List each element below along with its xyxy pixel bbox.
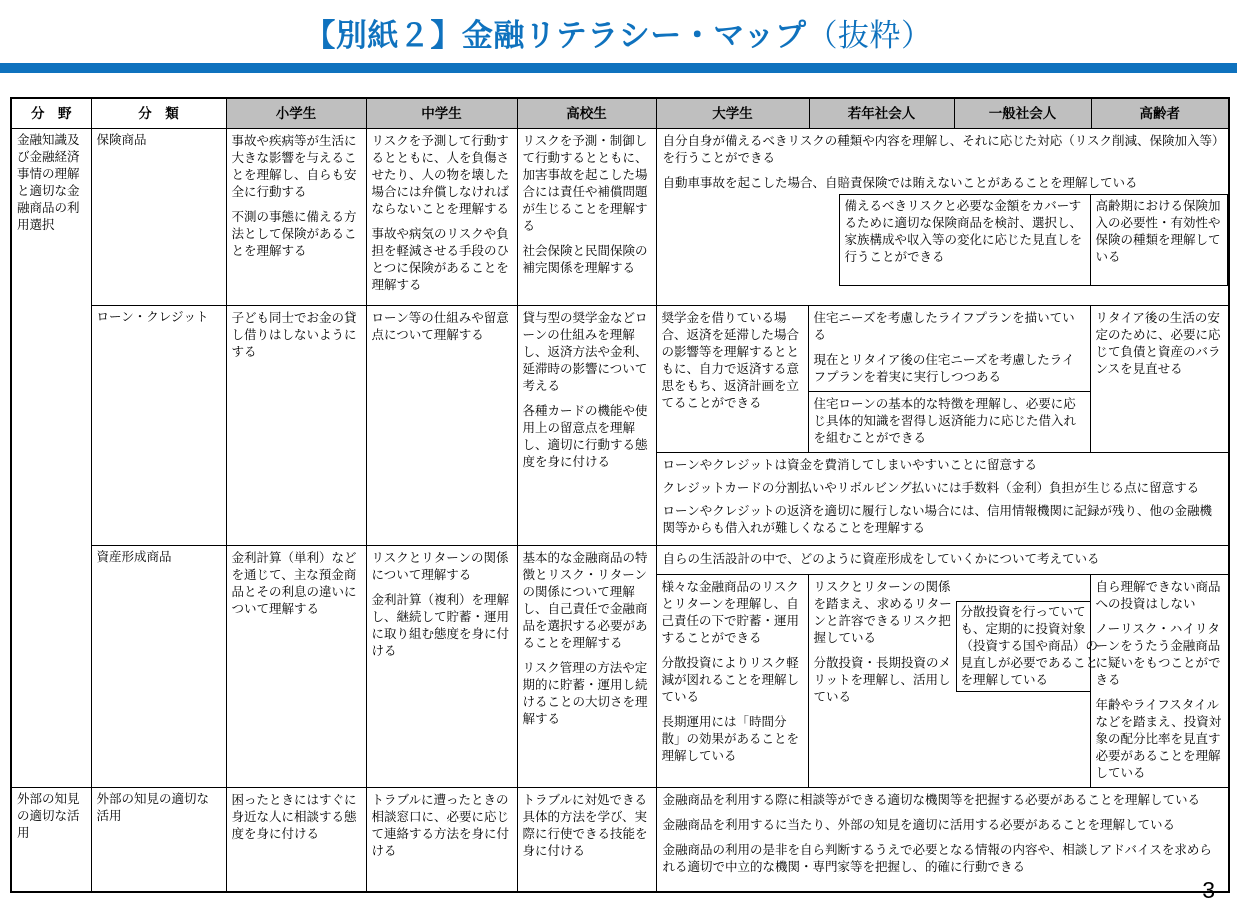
cell-text: 長期運用には「時間分散」の効果があることを理解している [661, 714, 800, 763]
cell-text: 社会保険と民間保険の補完関係を理解する [522, 243, 648, 275]
cell-text: クレジットカードの分割払いやリボルビング払いには手数料（金利）負担が生じる点に留意する [662, 480, 1200, 495]
col-header-field: 分 野 [11, 98, 91, 128]
col-header-young-adult: 若年社会人 [809, 98, 954, 128]
external-adult-span [657, 788, 1229, 876]
cell-text: リスクを予測・制御して行動するとともに、加害事故を起こした場合には責任や補償問題が生じることを理解する [522, 133, 648, 233]
cell-loan-junior-high [366, 305, 517, 545]
cell-external-junior-high [366, 787, 517, 892]
insurance-working-adult-box [839, 194, 1091, 286]
cell-text: ローンやクレジットは資金を費消してしまいやすいことに留意する [662, 457, 1037, 472]
cell-insurance-elementary [226, 128, 366, 305]
cell-text: ローン等の仕組みや留意点について理解する [371, 310, 509, 342]
col-header-category: 分 類 [91, 98, 226, 128]
cell-text: 金利計算（複利）を理解し、継続して貯蓄・運用に取り組む態度を身に付ける [371, 592, 510, 658]
table-header-row [11, 98, 1229, 128]
cell-asset-junior-high [366, 545, 517, 787]
cell-text: 金融商品を利用する際に相談等ができる適切な機関等を把握する必要があることを理解している [662, 792, 1201, 807]
cell-insurance-high-school [517, 128, 656, 305]
cell-loan-elementary [226, 305, 366, 545]
literacy-map-table-container [10, 97, 1230, 893]
cell-text: リスク管理の方法や定期的に貯蓄・運用し続けることの大切さを理解する [522, 660, 648, 726]
category-cell-asset: 資産形成商品 [91, 545, 226, 787]
insurance-adult-span [657, 129, 1229, 192]
cell-text: 金融商品の利用の是非を自ら判断するうえで必要となる情報の内容や、相談しアドバイスを求められる適切で中立的な機関・専門家等を把握し、的確に行動できる [662, 842, 1212, 874]
cell-text: 分散投資によりリスク軽減が図れることを理解している [661, 655, 800, 704]
cell-text: 分散投資・長期投資のメリットを理解し、活用している [813, 655, 952, 704]
col-header-university: 大学生 [656, 98, 809, 128]
col-header-elementary: 小学生 [226, 98, 366, 128]
cell-text: 金利計算（単利）などを通じて、主な預金商品とその利息の違いについて理解する [231, 550, 357, 616]
page-title-suffix: （抜粋） [806, 18, 933, 53]
loan-adult-span-bottom [657, 452, 1229, 545]
cell-text: 自分自身が備えるべきリスクの種類や内容を理解し、それに応じた対応（リスク削減、保険加入等）を行うことができる [662, 133, 1219, 165]
literacy-map-table [10, 97, 1230, 893]
table-row-insurance [11, 128, 1229, 305]
asset-university-cell [657, 575, 809, 787]
loan-lifeplan-cell [809, 306, 1090, 392]
col-header-high-school: 高校生 [517, 98, 656, 128]
loan-senior-cell [1091, 306, 1229, 452]
field-cell-external: 外部の知見の適切な活用 [11, 787, 91, 892]
category-cell-external: 外部の知見の適切な活用 [91, 787, 226, 892]
page-title [0, 0, 1237, 55]
col-header-senior: 高齢者 [1091, 98, 1229, 128]
cell-text: 事故や病気のリスクや負担を軽減させる手段のひとつに保険があることを理解する [371, 226, 510, 292]
cell-text: 様々な金融商品のリスクとリターンを理解し、自己責任の下で貯蓄・運用することができる [661, 579, 800, 645]
cell-text: リスクを予測して行動するとともに、人を負傷させたり、人の物を壊した場合には弁償しなければならないことを理解する [371, 133, 510, 216]
loan-university-cell [657, 306, 809, 452]
loan-mortgage-cell [809, 392, 1090, 452]
asset-working-adult-cell [809, 575, 1099, 787]
cell-text: 各種カードの機能や使用上の留意点を理解し、適切に行動する態度を身に付ける [522, 403, 648, 469]
cell-text: ローンやクレジットの返済を適切に履行しない場合には、信用情報機関に記録が残り、他の金融機関等からも借入れが難しくなることを理解する [662, 503, 1212, 535]
category-cell-loan: ローン・クレジット [91, 305, 226, 545]
cell-text: 不測の事態に備える方法として保険があることを理解する [231, 209, 357, 258]
cell-text: リタイア後の生活の安定のために、必要に応じて負債と資産のバランスを見直せる [1095, 310, 1221, 376]
cell-asset-elementary [226, 545, 366, 787]
category-cell-insurance: 保険商品 [91, 128, 226, 305]
cell-text: ノーリスク・ハイリターンをうたう金融商品に疑いをもつことができる [1095, 621, 1221, 687]
asset-senior-cell [1091, 575, 1229, 787]
col-header-junior-high: 中学生 [366, 98, 517, 128]
asset-general-adult-box [956, 601, 1099, 692]
cell-text: 住宅ニーズを考慮したライフプランを描いている [813, 310, 1075, 342]
cell-text: 子ども同士でお金の貸し借りはしないようにする [231, 310, 357, 359]
cell-text: 分散投資を行っていても、定期的に投資対象（投資する国や商品）の見直しが必要であることを理解している [960, 604, 1099, 687]
table-row-external [11, 787, 1229, 892]
loan-working-adult-cells [809, 306, 1091, 452]
cell-loan-high-school [517, 305, 656, 545]
cell-text: リスクとリターンの関係について理解する [371, 550, 509, 582]
cell-text: 金融商品を利用するに当たり、外部の知見を適切に活用する必要があることを理解している [662, 817, 1176, 832]
cell-text: リスクとリターンの関係を踏まえ、求めるリターンと許容できるリスク把握している [813, 579, 952, 645]
cell-text: 年齢やライフスタイルなどを踏まえ、投資対象の配分比率を見直す必要があることを理解している [1095, 697, 1222, 780]
cell-text: 自動車事故を起こした場合、自賠責保険では賄えないことがあることを理解している [662, 175, 1138, 190]
cell-text: トラブルに遭ったときの相談窓口に、必要に応じて連絡する方法を身に付ける [371, 792, 510, 858]
table-row-loan-credit [11, 305, 1229, 545]
cell-external-high-school [517, 787, 656, 892]
cell-text: 貸与型の奨学金などローンの仕組みを理解し、返済方法や金利、延滞時の影響について考える [522, 310, 648, 393]
cell-asset-high-school [517, 545, 656, 787]
cell-text: 住宅ローンの基本的な特徴を理解し、必要に応じ具体的知識を習得し返済能力に応じた借入れを組むことができる [813, 396, 1077, 445]
insurance-senior-box [1090, 194, 1229, 286]
cell-text: 自らの生活設計の中で、どのように資産形成をしていくかについて考えている [662, 551, 1100, 566]
loan-adult-subgrid [657, 306, 1229, 452]
cell-text: トラブルに対処できる具体的方法を学び、実際に行使できる技能を身に付ける [522, 792, 648, 858]
col-header-general-adult: 一般社会人 [954, 98, 1091, 128]
cell-text: 奨学金を借りている場合、返済を延滞した場合の影響等を理解するとともに、自力で返済する意思をもち、返済計画を立てることができる [661, 310, 800, 410]
insurance-sub-boxes [657, 194, 1229, 286]
cell-asset-adults [656, 545, 1229, 787]
cell-text: 自ら理解できない商品への投資はしない [1095, 579, 1221, 611]
cell-text: 現在とリタイア後の住宅ニーズを考慮したライフプランを着実に実行しつつある [813, 352, 1075, 384]
table-row-asset [11, 545, 1229, 787]
field-cell-knowledge: 金融知識及び金融経済事情の理解と適切な金融商品の利用選択 [11, 128, 91, 787]
cell-loan-adults [656, 305, 1229, 545]
asset-adult-band [657, 546, 1229, 575]
cell-external-elementary [226, 787, 366, 892]
page-title-main: 【別紙２】金融リテラシー・マップ [304, 18, 807, 53]
cell-external-adults [656, 787, 1229, 892]
cell-text: 基本的な金融商品の特徴とリスク・リターンの関係について理解し、自己責任で金融商品を選択する必要があることを理解する [522, 550, 648, 650]
cell-insurance-adults [656, 128, 1229, 305]
asset-adult-subgrid [657, 575, 1229, 787]
title-accent-bar [0, 63, 1237, 73]
cell-text: 高齢期における保険加入の必要性・有効性や保険の種類を理解している [1095, 198, 1221, 264]
cell-insurance-junior-high [366, 128, 517, 305]
cell-text: 備えるべきリスクと必要な金額をカバーするために適切な保険商品を検討、選択し、家族構成や収入等の変化に応じた見直しを行うことができる [844, 198, 1083, 264]
cell-text: 事故や疾病等が生活に大きな影響を与えることを理解し、自らも安全に行動する [231, 133, 357, 199]
spacer [657, 194, 839, 286]
page-number: 3 [1202, 877, 1215, 903]
cell-text: 困ったときにはすぐに身近な人に相談する態度を身に付ける [231, 792, 357, 841]
